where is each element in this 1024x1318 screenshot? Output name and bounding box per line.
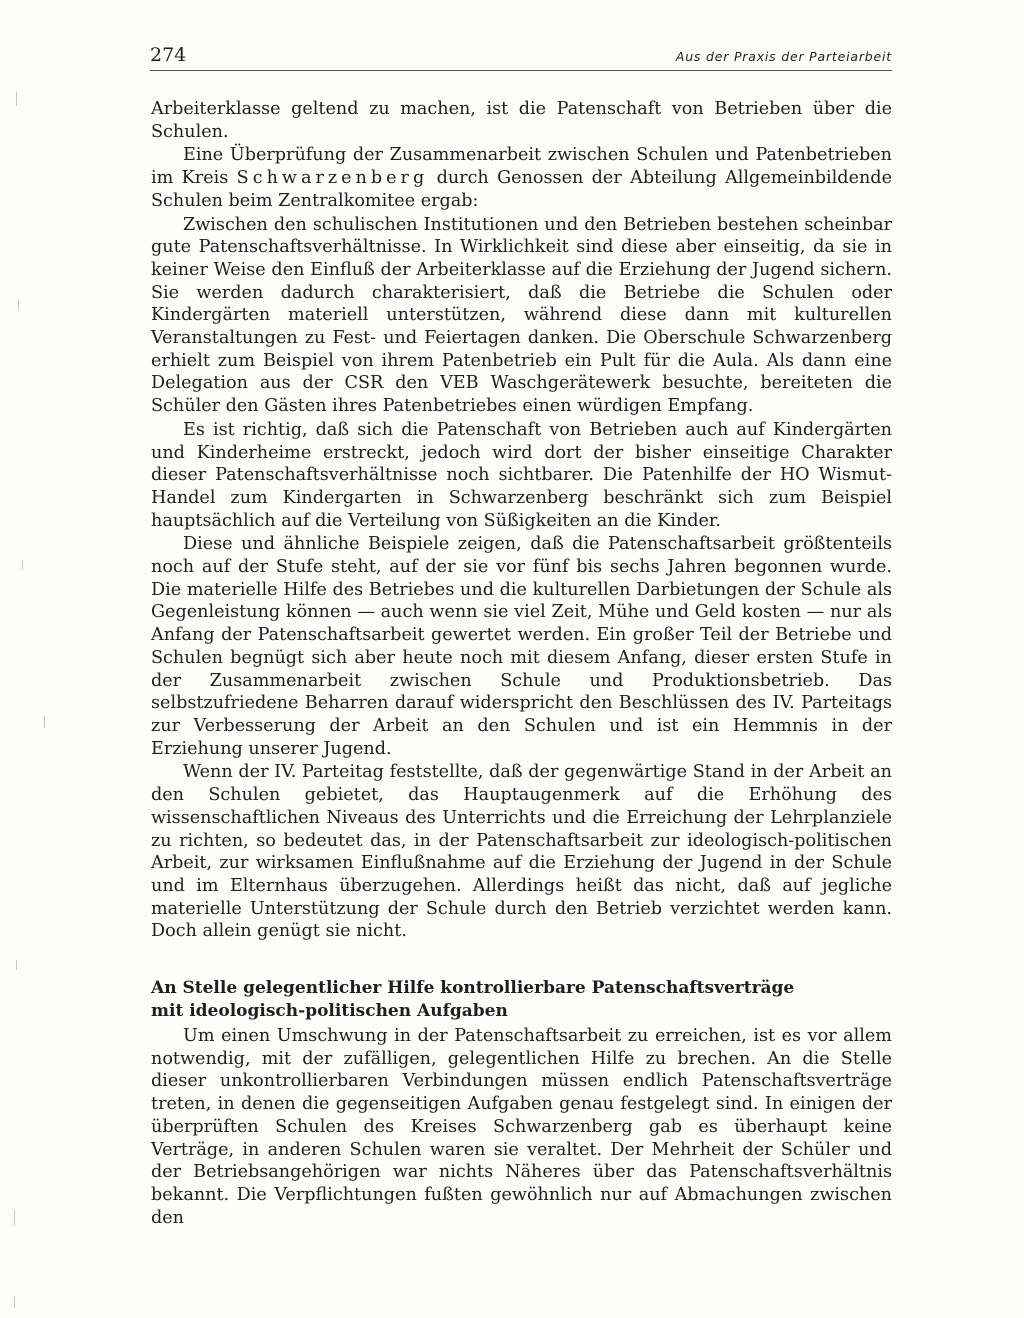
paragraph: Arbeiterklasse geltend zu machen, ist die Patenschaft von Betrieben über die Schulen. [151, 99, 892, 142]
page-header [150, 44, 892, 71]
section-heading-line: mit ideologisch-politischen Aufgaben [151, 1000, 508, 1021]
margin-mark [22, 560, 23, 570]
paragraph-text: durch Genossen der Abteilung Allgemeinbildende Schulen beim Zentralkomitee ergab: [151, 168, 892, 211]
margin-mark [16, 960, 17, 970]
spaced-place-name: Schwarzenberg [236, 168, 429, 189]
paragraph [151, 144, 892, 212]
paragraph-text: Eine Überprüfung der Zusammenarbeit zwischen Schulen und Patenbetrieben im Kreis [151, 145, 892, 189]
paragraph: Zwischen den schulischen Institutionen und den Betrieben bestehen scheinbar gute Patenschaftsverhältnisse. In Wirklichkeit sind diese aber einseitig, da sie in keiner Weise den Einfluß der Arbeiterklasse auf die Erziehung der Jugend sichern. Sie werden dadurch charakterisiert, daß die Betriebe die Schulen oder Kindergärten materiell unterstützen, während diese dann mit kulturellen Veranstaltungen zu Fest- und Feiertagen danken. Die Oberschule Schwarzenberg erhielt zum Beispiel von ihrem Patenbetrieb ein Pult für die Aula. Als dann eine Delegation aus der CSR den VEB Waschgerätewerk besuchte, bereiteten die Schüler den Gästen ihres Patenbetriebes einen würdigen Empfang. [151, 214, 892, 417]
margin-mark [16, 92, 17, 106]
section-heading-line: An Stelle gelegentlicher Hilfe kontrollierbare Patenschaftsverträge [151, 978, 795, 999]
section-heading [151, 977, 892, 1022]
body-text [151, 98, 892, 1230]
margin-mark [14, 1296, 15, 1308]
paragraph: Es ist richtig, daß sich die Patenschaft von Betrieben auch auf Kindergärten und Kinderheime erstreckt, jedoch wird dort der bisher einseitige Charakter dieser Patenschaftsverhältnisse noch sichtbarer. Die Patenhilfe der HO Wismut-Handel zum Kindergarten in Schwarzenberg beschränkt sich zum Beispiel hauptsächlich auf die Verteilung von Süßigkeiten an die Kinder. [151, 419, 892, 531]
paragraph: Um einen Umschwung in der Patenschaftsarbeit zu erreichen, ist es vor allem notwendig, mit der zufälligen, gelegentlichen Hilfe zu brechen. An die Stelle dieser unkontrollierbaren Verbindungen müssen endlich Patenschaftsverträge treten, in denen die gegenseitigen Aufgaben genau festgelegt sind. In einigen der überprüften Schulen des Kreises Schwarzenberg gab es überhaupt keine Verträge, in anderen Schulen waren sie veraltet. Der Mehrheit der Schüler und der Betriebsangehörigen war nichts Näheres über das Patenschaftsverhältnis bekannt. Die Verpflichtungen fußten gewöhnlich nur auf Abmachungen zwischen den [151, 1026, 892, 1228]
running-head: Aus der Praxis der Parteiarbeit [675, 49, 892, 64]
paragraph: Diese und ähnliche Beispiele zeigen, daß die Patenschaftsarbeit größtenteils noch auf der Stufe steht, auf der sie vor fünf bis sechs Jahren begonnen wurde. Die materielle Hilfe des Betriebes und die kulturellen Darbietungen der Schule als Gegenleistung können — auch wenn sie viel Zeit, Mühe und Geld kosten — nur als Anfang der Patenschaftsarbeit gewertet werden. Ein großer Teil der Betriebe und Schulen begnügt sich aber heute noch mit diesem Anfang, dieser ersten Stufe in der Zusammenarbeit zwischen Schule und Produktionsbetrieb. Das selbstzufriedene Beharren darauf widerspricht den Beschlüssen des IV. Parteitags zur Verbesserung der Arbeit an den Schulen und ist ein Hemmnis in der Erziehung unserer Jugend. [151, 534, 892, 759]
margin-mark [18, 300, 19, 310]
paragraph: Wenn der IV. Parteitag feststellte, daß der gegenwärtige Stand in der Arbeit an den Schulen gebietet, das Hauptaugenmerk auf die Erhöhung des wissenschaftlichen Niveaus des Unterrichts und die Erreichung der Lehrplanziele zu richten, so bedeutet das, in der Patenschaftsarbeit zur ideologisch-politischen Arbeit, zur wirksamen Einflußnahme auf die Erziehung der Jugend in der Schule und im Elternhaus überzugehen. Allerdings heißt das nicht, daß auf jegliche materielle Unterstützung der Schule durch den Betrieb verzichtet werden kann. Doch allein genügt sie nicht. [151, 762, 892, 942]
page-number: 274 [150, 44, 187, 66]
margin-mark [14, 1210, 15, 1226]
margin-mark [44, 716, 45, 728]
